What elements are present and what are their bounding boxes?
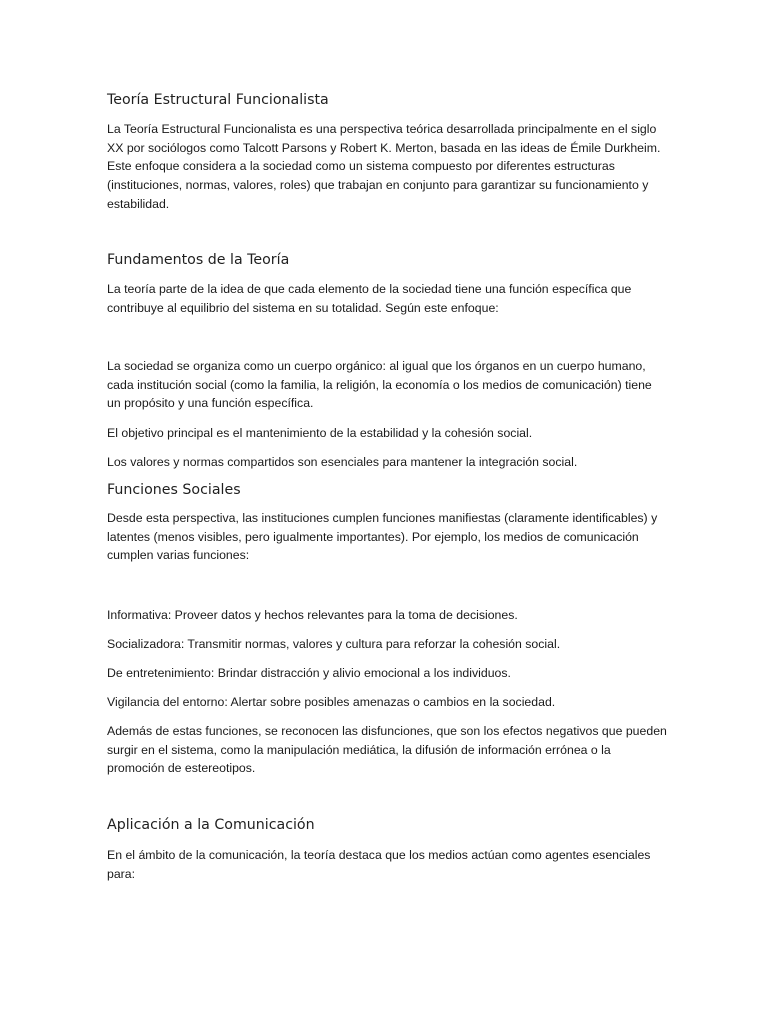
paragraph-informativa: Informativa: Proveer datos y hechos relevantes para la toma de decisiones. xyxy=(107,608,518,622)
paragraph-disfunciones: Además de estas funciones, se reconocen las disfunciones, que son los efectos negativos que pueden surgir en el sistema, como la manipulación mediática, la difusión de información errónea o la promoción de estereotipos. xyxy=(107,724,667,776)
paragraph-intro: La Teoría Estructural Funcionalista es una perspectiva teórica desarrollada principalmente en el siglo XX por sociólogos como Talcott Parsons y Robert K. Merton, basada en las ideas de Émile Durkheim. Este enfoque considera a la sociedad como un sistema compuesto por diferentes estructuras (instituciones, normas, valores, roles) que trabajan en conjunto para garantizar su funcionamiento y estabilidad. xyxy=(107,122,661,211)
paragraph-cuerpo-organico: La sociedad se organiza como un cuerpo orgánico: al igual que los órganos en un cuerpo humano, cada institución social (como la familia, la religión, la economía o los medios de comunicación) tiene un propósito y una función específica. xyxy=(107,359,652,411)
paragraph-objetivo: El objetivo principal es el mantenimiento de la estabilidad y la cohesión social. xyxy=(107,426,533,440)
heading-funciones-sociales: Funciones Sociales xyxy=(107,482,241,498)
paragraph-socializadora: Socializadora: Transmitir normas, valores y cultura para reforzar la cohesión social. xyxy=(107,637,561,651)
paragraph-entretenimiento: De entretenimiento: Brindar distracción y alivio emocional a los individuos. xyxy=(107,666,511,680)
paragraph-valores: Los valores y normas compartidos son esenciales para mantener la integración social. xyxy=(107,455,578,469)
paragraph-funciones-intro: Desde esta perspectiva, las instituciones cumplen funciones manifiestas (claramente identificables) y latentes (menos visibles, pero igualmente importantes). Por ejemplo, los medios de comunicación cumplen varias funciones: xyxy=(107,511,658,563)
paragraph-vigilancia: Vigilancia del entorno: Alertar sobre posibles amenazas o cambios en la sociedad. xyxy=(107,695,556,709)
paragraph-aplicacion: En el ámbito de la comunicación, la teoría destaca que los medios actúan como agentes esenciales para: xyxy=(107,848,651,881)
heading-aplicacion: Aplicación a la Comunicación xyxy=(107,817,315,833)
heading-fundamentos: Fundamentos de la Teoría xyxy=(107,252,290,268)
heading-teoria-estructural: Teoría Estructural Funcionalista xyxy=(107,92,329,108)
paragraph-fundamentos-intro: La teoría parte de la idea de que cada elemento de la sociedad tiene una función específica que contribuye al equilibrio del sistema en su totalidad. Según este enfoque: xyxy=(107,282,632,315)
